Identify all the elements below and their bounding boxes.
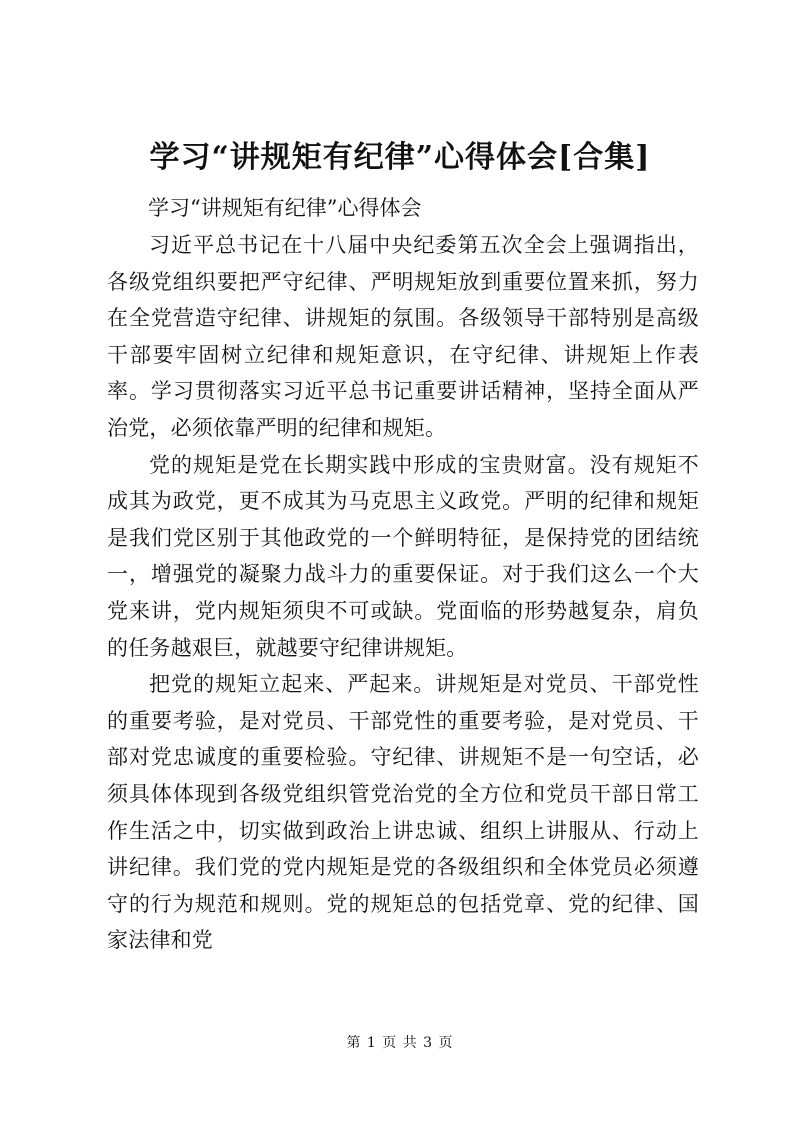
document-body: [107, 227, 699, 959]
paragraph: 习近平总书记在十八届中央纪委第五次全会上强调指出，各级党组织要把严守纪律、严明规矩放到重要位置来抓，努力在全党营造守纪律、讲规矩的氛围。各级领导干部特别是高级干部要牢固树立纪律和规矩意识，在守纪律、讲规矩上作表率。学习贯彻落实习近平总书记重要讲话精神，坚持全面从严治党，必须依靠严明的纪律和规矩。: [107, 233, 699, 440]
paragraph: 党的规矩是党在长期实践中形成的宝贵财富。没有规矩不成其为政党，更不成其为马克思主义政党。严明的纪律和规矩是我们党区别于其他政党的一个鲜明特征，是保持党的团结统一，增强党的凝聚力战斗力的重要保证。对于我们这么一个大党来讲，党内规矩须臾不可或缺。党面临的形势越复杂，肩负的任务越艰巨，就越要守纪律讲规矩。: [107, 452, 699, 660]
document-title: 学习“讲规矩有纪律”心得体会[合集]: [149, 140, 651, 175]
page-footer: 第 1 页 共 3 页: [346, 1035, 454, 1051]
document-subtitle: 学习“讲规矩有纪律”心得体会: [148, 196, 422, 220]
paragraph: 把党的规矩立起来、严起来。讲规矩是对党员、干部党性的重要考验，是对党员、干部党性的重要考验，是对党员、干部对党忠诚度的重要检验。守纪律、讲规矩不是一句空话，必须具体体现到各级党组织管党治党的全方位和党员干部日常工作生活之中，切实做到政治上讲忠诚、组织上讲服从、行动上讲纪律。我们党的党内规矩是党的各级组织和全体党员必须遵守的行为规范和规则。党的规矩总的包括党章、党的纪律、国家法律和党: [107, 672, 699, 953]
